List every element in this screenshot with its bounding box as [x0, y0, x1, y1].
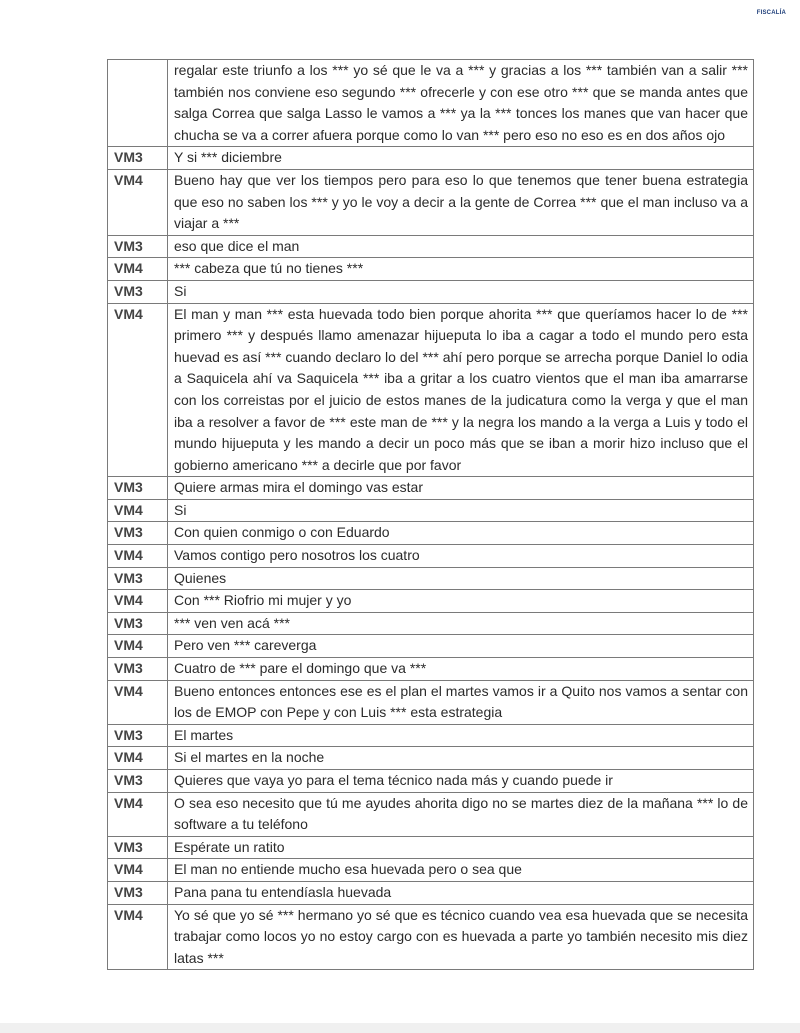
speaker-cell: VM3: [108, 147, 168, 170]
utterance-cell: El man no entiende mucho esa huevada pero o sea que: [168, 859, 754, 882]
transcript-row: [108, 635, 754, 658]
transcript-row: [108, 836, 754, 859]
transcript-row: [108, 724, 754, 747]
utterance-cell: *** cabeza que tú no tienes ***: [168, 258, 754, 281]
transcript-rows: [108, 60, 754, 970]
speaker-cell: VM3: [108, 770, 168, 793]
utterance-cell: Bueno hay que ver los tiempos pero para eso lo que tenemos que tener buena estrategia que eso no saben los *** y yo le voy a decir a la gente de Correa *** que el man incluso va a viajar a ***: [168, 169, 754, 235]
speaker-cell: VM4: [108, 635, 168, 658]
speaker-cell: VM4: [108, 792, 168, 836]
speaker-cell: VM4: [108, 859, 168, 882]
transcript-row: [108, 590, 754, 613]
utterance-cell: Si: [168, 499, 754, 522]
utterance-cell: Si: [168, 280, 754, 303]
transcript-row: [108, 280, 754, 303]
utterance-cell: Si el martes en la noche: [168, 747, 754, 770]
transcript-row: [108, 658, 754, 681]
transcript-row: [108, 770, 754, 793]
speaker-cell: VM4: [108, 680, 168, 724]
transcript-row: [108, 612, 754, 635]
speaker-cell: VM3: [108, 522, 168, 545]
transcript-row: [108, 545, 754, 568]
speaker-cell: VM4: [108, 545, 168, 568]
transcript-row: [108, 567, 754, 590]
speaker-cell: VM4: [108, 747, 168, 770]
transcript-row: [108, 881, 754, 904]
utterance-cell: Cuatro de *** pare el domingo que va ***: [168, 658, 754, 681]
speaker-cell: VM3: [108, 235, 168, 258]
utterance-cell: Pana pana tu entendíasla huevada: [168, 881, 754, 904]
speaker-cell: VM4: [108, 904, 168, 970]
utterance-cell: Pero ven *** careverga: [168, 635, 754, 658]
utterance-cell: El man y man *** esta huevada todo bien porque ahorita *** que queríamos hacer lo de *** primero *** y después llamo amenazar hijueputa lo iba a cagar a todo el mundo pero esta huevad es así *** cuando declaro lo del *** ahí pero porque se arrecha porque Daniel lo odia a Saquicela ahí va Saquicela *** iba a gritar a los cuatro vientos que el man iba amarrarse con los correistas por el juicio de estos manes de la judicatura como la verga y que el man iba a resolver a favor de *** este man de *** y la negra los mando a la verga a Luis y todo el mundo hijueputa y les mando a decir un poco más que se iban a morir hizo incluso que el gobierno americano *** a decirle que por favor: [168, 303, 754, 477]
transcript-row: [108, 60, 754, 147]
transcript-row: [108, 522, 754, 545]
speaker-cell: VM4: [108, 169, 168, 235]
transcript-row: [108, 477, 754, 500]
utterance-cell: Quieres que vaya yo para el tema técnico nada más y cuando puede ir: [168, 770, 754, 793]
speaker-cell: VM3: [108, 280, 168, 303]
speaker-cell: VM3: [108, 658, 168, 681]
utterance-cell: Bueno entonces entonces ese es el plan el martes vamos ir a Quito nos vamos a sentar con los de EMOP con Pepe y con Luis *** esta estrategia: [168, 680, 754, 724]
utterance-cell: Quiere armas mira el domingo vas estar: [168, 477, 754, 500]
transcript-row: [108, 258, 754, 281]
transcript-row: [108, 904, 754, 970]
utterance-cell: Espérate un ratito: [168, 836, 754, 859]
utterance-cell: *** ven ven acá ***: [168, 612, 754, 635]
fiscalia-logo: FISCALÍA: [756, 10, 786, 16]
speaker-cell: VM4: [108, 499, 168, 522]
speaker-cell: VM3: [108, 724, 168, 747]
transcript-row: [108, 303, 754, 477]
page-bottom-strip: [0, 1023, 800, 1033]
utterance-cell: El martes: [168, 724, 754, 747]
speaker-cell: VM3: [108, 477, 168, 500]
utterance-cell: eso que dice el man: [168, 235, 754, 258]
utterance-cell: O sea eso necesito que tú me ayudes ahorita digo no se martes diez de la mañana *** lo de software a tu teléfono: [168, 792, 754, 836]
utterance-cell: Con quien conmigo o con Eduardo: [168, 522, 754, 545]
speaker-cell: VM4: [108, 303, 168, 477]
transcript-row: [108, 859, 754, 882]
utterance-cell: Con *** Riofrio mi mujer y yo: [168, 590, 754, 613]
speaker-cell: VM3: [108, 567, 168, 590]
transcript-row: [108, 747, 754, 770]
transcript-row: [108, 235, 754, 258]
utterance-cell: Quienes: [168, 567, 754, 590]
utterance-cell: Yo sé que yo sé *** hermano yo sé que es técnico cuando vea esa huevada que se necesita trabajar como locos yo no estoy cargo con es huevada a parte yo también necesito mis diez latas ***: [168, 904, 754, 970]
transcript-row: [108, 792, 754, 836]
speaker-cell: VM3: [108, 836, 168, 859]
transcript-table: [107, 59, 754, 970]
transcript-row: [108, 680, 754, 724]
speaker-cell: VM4: [108, 258, 168, 281]
speaker-cell: VM3: [108, 612, 168, 635]
transcript-row: [108, 499, 754, 522]
transcript-row: [108, 147, 754, 170]
transcript-row: [108, 169, 754, 235]
utterance-cell: Vamos contigo pero nosotros los cuatro: [168, 545, 754, 568]
speaker-cell: VM3: [108, 881, 168, 904]
utterance-cell: regalar este triunfo a los *** yo sé que le va a *** y gracias a los *** también van a salir *** también nos conviene eso segundo *** ofrecerle y con ese otro *** que se manda antes que salga Correa que salga Lasso le vamos a *** ya la *** tonces los manes que van hacer que chucha se va a correr afuera porque como lo van *** pero eso no eso es en dos años ojo: [168, 60, 754, 147]
speaker-cell: [108, 60, 168, 147]
utterance-cell: Y si *** diciembre: [168, 147, 754, 170]
speaker-cell: VM4: [108, 590, 168, 613]
